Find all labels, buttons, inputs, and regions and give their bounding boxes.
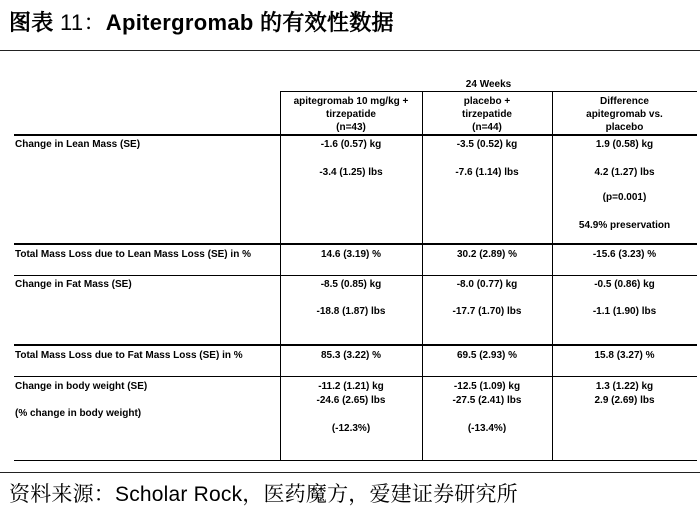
table-cell: 4.2 (1.27) lbs (594, 167, 655, 178)
table-cell: (-12.3%) (331, 423, 371, 434)
column-header-line: tirzepatide (461, 109, 512, 120)
column-header-placebo (422, 95, 552, 134)
table-cell: -12.5 (1.09) kg (453, 381, 521, 392)
table-cell: -11.2 (1.21) kg (318, 381, 384, 392)
table-cell: 2.9 (2.69) lbs (594, 395, 655, 406)
table-cell: (-13.4%) (467, 423, 507, 434)
table-cell: -3.5 (0.52) kg (456, 139, 518, 150)
table-bottom-rule (14, 460, 697, 461)
row-label-lean-mass-percent: Total Mass Loss due to Lean Mass Loss (SE) in % (15, 249, 251, 260)
table-cell: -0.5 (0.86) kg (594, 279, 655, 290)
table-cell: 69.5 (2.93) % (456, 350, 518, 361)
figure-title-number: 11： (60, 10, 106, 35)
column-header-line: apitegromab vs. (586, 109, 663, 120)
column-header-line: (n=43) (336, 122, 366, 133)
table-cell: 54.9% preservation (578, 220, 671, 231)
table-cell: 85.3 (3.22) % (320, 350, 382, 361)
column-header-line: apitegromab 10 mg/kg + (293, 96, 409, 107)
row-label-body-weight: Change in body weight (SE) (15, 381, 148, 392)
column-header-line: placebo (605, 122, 644, 133)
header-rule (14, 134, 697, 136)
table-cell: -27.5 (2.41) lbs (452, 395, 522, 406)
span-header: 24 Weeks (465, 79, 512, 90)
table-cell: -1.1 (1.90) lbs (592, 306, 657, 317)
column-header-line: Difference (600, 96, 649, 107)
row-divider (14, 376, 697, 377)
row-divider (14, 344, 697, 346)
source-note: 资料来源：Scholar Rock，医药魔方，爱建证券研究所 (9, 483, 518, 506)
table-cell: 15.8 (3.27) % (594, 350, 655, 361)
row-sublabel-body-weight-percent: (% change in body weight) (15, 408, 142, 419)
column-header-line: placebo + (463, 96, 511, 107)
table-cell: -17.7 (1.70) lbs (452, 306, 522, 317)
table-cell: 1.9 (0.58) kg (595, 139, 654, 150)
row-divider (14, 275, 697, 276)
row-label-fat-mass: Change in Fat Mass (SE) (15, 279, 132, 290)
table-cell: 1.3 (1.22) kg (595, 381, 654, 392)
table-cell: -7.6 (1.14) lbs (455, 167, 519, 178)
figure-title-text: Apitergromab 的有效性数据 (105, 10, 394, 35)
row-label-fat-mass-percent: Total Mass Loss due to Fat Mass Loss (SE) in % (15, 350, 243, 361)
table-cell: -1.6 (0.57) kg (320, 139, 382, 150)
span-header-rule (280, 91, 697, 92)
source-divider (0, 472, 700, 473)
column-header-line: tirzepatide (325, 109, 376, 120)
row-divider (14, 243, 697, 245)
column-header-apitegromab (280, 95, 422, 134)
table-cell: -8.5 (0.85) kg (320, 279, 382, 290)
table-cell: -24.6 (2.65) lbs (316, 395, 386, 406)
table-cell: -18.8 (1.87) lbs (316, 306, 386, 317)
table-cell: 30.2 (2.89) % (456, 249, 518, 260)
table-cell: (p=0.001) (602, 192, 647, 203)
row-label-lean-mass: Change in Lean Mass (SE) (15, 139, 141, 150)
figure-title-prefix: 图表 (9, 10, 54, 35)
column-header-difference (552, 95, 697, 134)
table-cell: -8.0 (0.77) kg (456, 279, 518, 290)
table-cell: -15.6 (3.23) % (592, 249, 657, 260)
table-cell: 14.6 (3.19) % (320, 249, 382, 260)
column-header-line: (n=44) (472, 122, 502, 133)
table-cell: -3.4 (1.25) lbs (319, 167, 383, 178)
